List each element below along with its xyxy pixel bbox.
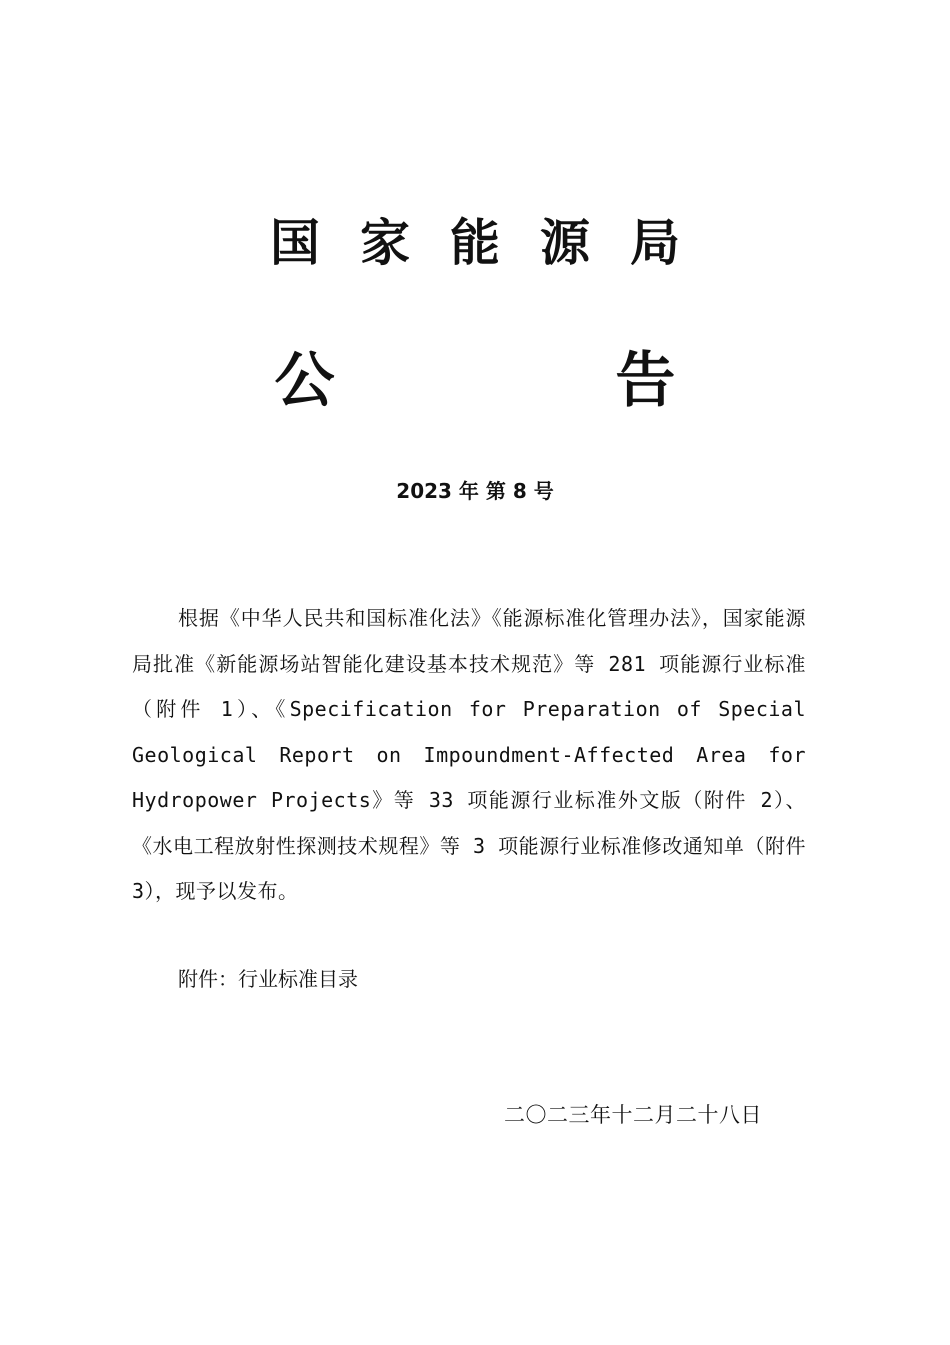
attachment-line: 附件：行业标准目录	[178, 967, 358, 991]
announcement-body-paragraph: 根据《中华人民共和国标准化法》《能源标准化管理办法》，国家能源局批准《新能源场站智能化建设基本技术规范》等 281 项能源行业标准（附件 1）、《Specification for Preparation of Special Geological Report on Impoundment-Affected Area for Hydropower Projects》等 33 项能源行业标准外文版（附件 2）、《水电工程放射性探测技术规程》等 3 项能源行业标准修改通知单（附件 3），现予以发布。	[132, 606, 806, 903]
signing-date: 二〇二三年十二月二十八日	[504, 1103, 762, 1127]
issuing-organization-title: 国家能源局	[270, 213, 720, 272]
document-type-heading: 公 告	[274, 346, 806, 416]
document-number: 2023 年 第 8 号	[396, 479, 554, 503]
